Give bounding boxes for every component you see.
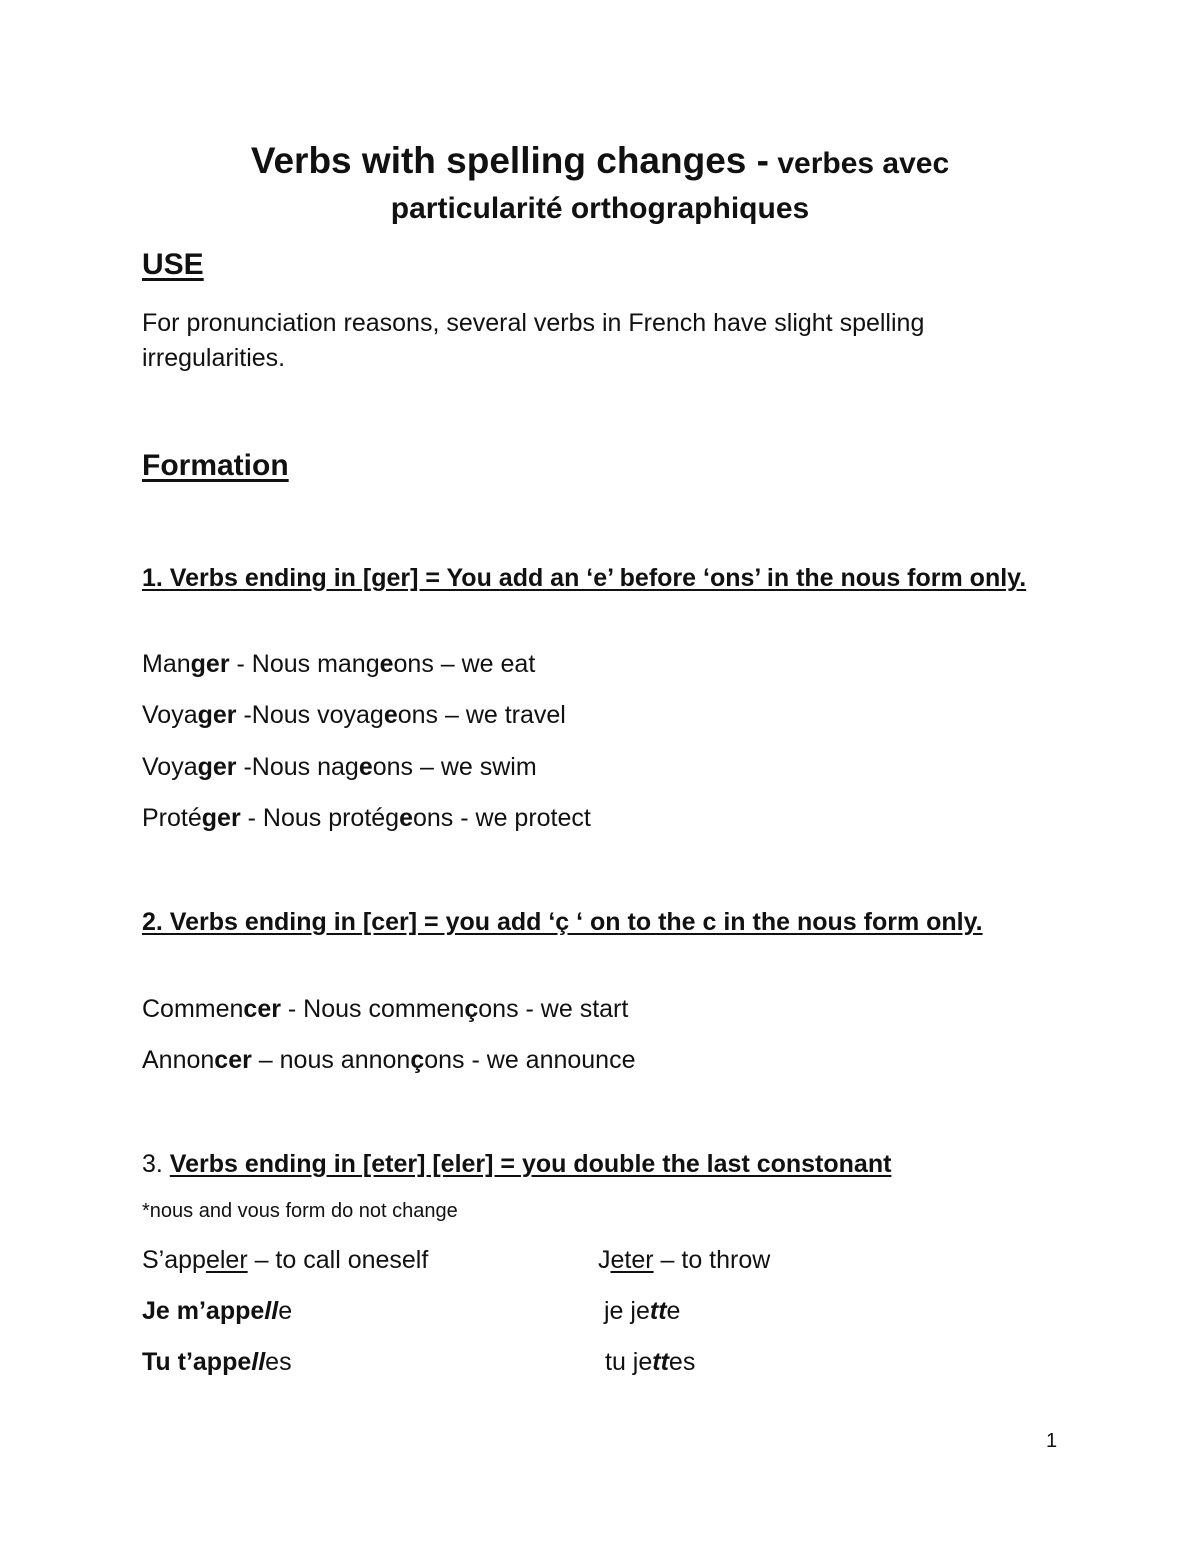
title-sub: verbes avec: [768, 147, 950, 180]
conjugation-right-row: tu jettes: [605, 1348, 696, 1376]
rule2-title: 2. Verbs ending in [cer] = you add ‘ç ‘ on to the c in the nous form only.: [142, 908, 983, 936]
rule1-title: 1. Verbs ending in [ger] = You add an ‘e’ before ‘ons’ in the nous form only.: [142, 564, 1027, 592]
page-title: [0, 140, 1200, 182]
rule3-title: 3. Verbs ending in [eter] [eler] = you double the last constonant: [142, 1150, 892, 1178]
rule2-example: Annoncer – nous annonçons - we announce: [142, 1046, 636, 1074]
conjugation-right-header: Jeter – to throw: [598, 1246, 771, 1274]
page-number: 1: [1046, 1430, 1058, 1452]
rule1-example: Manger - Nous mangeons – we eat: [142, 650, 536, 678]
rule1-example: Protéger - Nous protégeons - we protect: [142, 804, 591, 832]
rule1-example: Voyager -Nous nageons – we swim: [142, 753, 537, 781]
use-heading: USE: [142, 248, 204, 281]
use-body: For pronunciation reasons, several verbs in French have slight spelling irregularities.: [142, 309, 925, 372]
conjugation-left-row: Je m’appelle: [142, 1297, 293, 1325]
conjugation-left-header: S’appeler – to call oneself: [142, 1246, 429, 1274]
rule3-note: *nous and vous form do not change: [142, 1200, 458, 1222]
page-title-line2: particularité orthographiques: [390, 192, 810, 225]
formation-heading: Formation: [142, 449, 289, 482]
rule2-example: Commencer - Nous commençons - we start: [142, 995, 629, 1023]
conjugation-right-row: je jette: [604, 1297, 681, 1325]
rule1-example: Voyager -Nous voyageons – we travel: [142, 701, 566, 729]
title-main: Verbs with spelling changes -: [250, 140, 769, 181]
conjugation-left-row: Tu t’appelles: [142, 1348, 292, 1376]
